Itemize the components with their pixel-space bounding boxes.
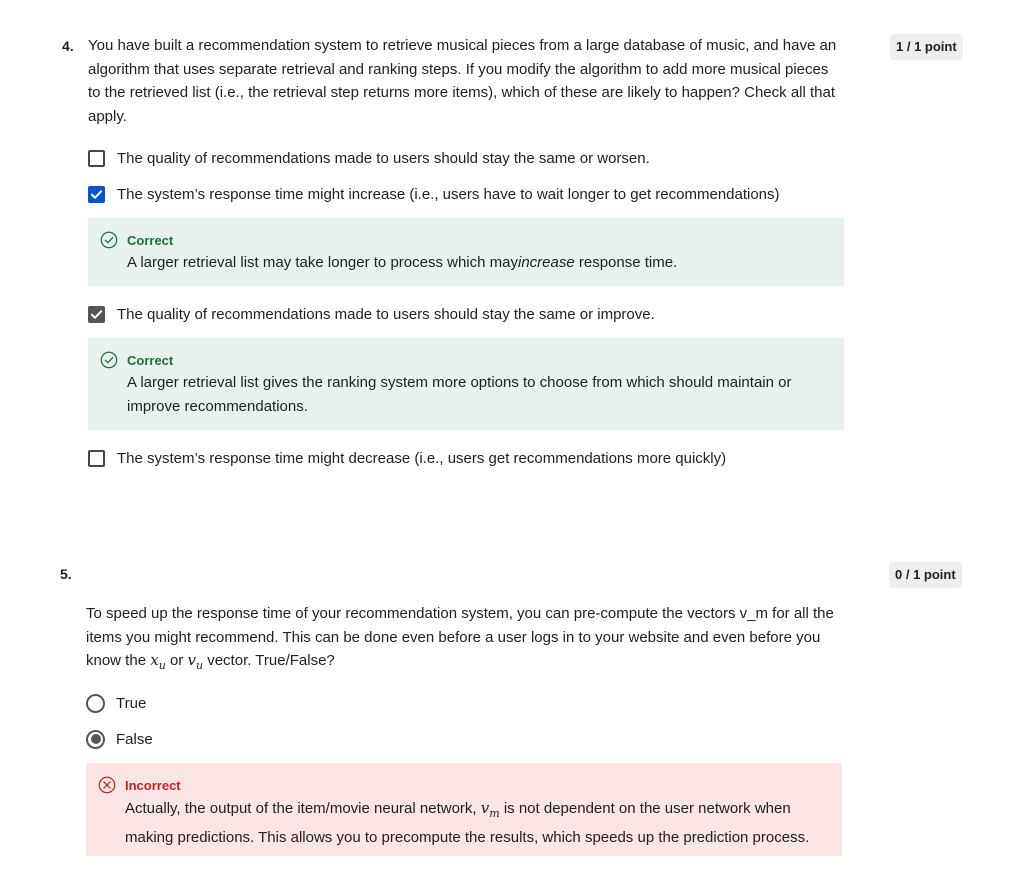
- q5-option-false-radio[interactable]: [86, 730, 105, 749]
- math-v-u: $v_u$: [187, 651, 204, 672]
- question-5-points-badge: 0 / 1 point: [889, 562, 962, 588]
- q5-option-true[interactable]: [86, 692, 146, 714]
- q5-feedback-text: Actually, the output of the item/movie neural network, $v_m$ is not dependent on the user network when making predictions. This allows you to precompute the results, which speeds up the prediction process.: [125, 799, 810, 846]
- q4-option-3-label: The quality of recommendations made to users should stay the same or improve.: [117, 305, 655, 323]
- question-5-number: 5.: [60, 566, 72, 582]
- q4-option-1-label: The quality of recommendations made to users should stay the same or worsen.: [117, 149, 650, 167]
- q4-feedback-2: [88, 338, 844, 430]
- q4-option-4[interactable]: [88, 447, 726, 469]
- q5-feedback-title: Incorrect: [125, 777, 181, 793]
- q5-feedback: [86, 763, 842, 856]
- question-4-prompt: You have built a recommendation system to retrieve musical pieces from a large database of music, and have an algorithm that uses separate retrieval and ranking steps. If you modify the algorithm to add more musical pieces to the retrieved list (i.e., the retrieval step returns more items), which of these are likely to happen? Check all that apply.: [88, 37, 837, 125]
- q4-option-4-label: The system’s response time might decrease (i.e., users get recommendations more quickly): [117, 449, 727, 467]
- check-circle-icon: [100, 231, 118, 249]
- question-4-points-badge: 1 / 1 point: [890, 34, 963, 60]
- q4-option-1-checkbox[interactable]: [88, 150, 105, 167]
- question-4-number: 4.: [62, 38, 74, 54]
- q4-feedback-2-title: Correct: [127, 352, 174, 368]
- q5-option-false[interactable]: [86, 728, 153, 750]
- x-circle-icon: [98, 776, 116, 794]
- q4-option-3-checkbox[interactable]: [88, 306, 105, 323]
- q4-option-3[interactable]: [88, 303, 655, 325]
- check-circle-icon: [100, 351, 118, 369]
- question-5-prompt: To speed up the response time of your recommendation system, you can pre-compute the vectors v_m for all the items you might recommend. This can be done even before a user logs in to your website and even before you know the $x_u$ or $v_u$ vector. True/False?: [86, 605, 834, 672]
- checkmark-icon: [90, 308, 103, 321]
- q4-feedback-1-text: A larger retrieval list may take longer to process which mayincrease response time.: [127, 254, 678, 271]
- q5-option-true-radio[interactable]: [86, 694, 105, 713]
- checkmark-icon: [90, 188, 103, 201]
- q5-option-true-label: True: [116, 694, 147, 712]
- q5-option-false-label: False: [116, 730, 153, 748]
- q4-option-1[interactable]: [88, 147, 650, 169]
- q4-option-2[interactable]: [88, 183, 780, 205]
- q4-option-2-checkbox[interactable]: [88, 186, 105, 203]
- q4-feedback-1-title: Correct: [127, 232, 174, 248]
- math-v-m: $v_m$: [480, 799, 500, 820]
- q4-feedback-1: [88, 218, 844, 286]
- q4-option-4-checkbox[interactable]: [88, 450, 105, 467]
- math-x-u: $x_u$: [150, 651, 166, 672]
- q4-feedback-2-text: A larger retrieval list gives the ranking system more options to choose from which should maintain or improve recommendations.: [127, 374, 792, 415]
- q4-option-2-label: The system’s response time might increase (i.e., users have to wait longer to get recommendations): [117, 185, 780, 203]
